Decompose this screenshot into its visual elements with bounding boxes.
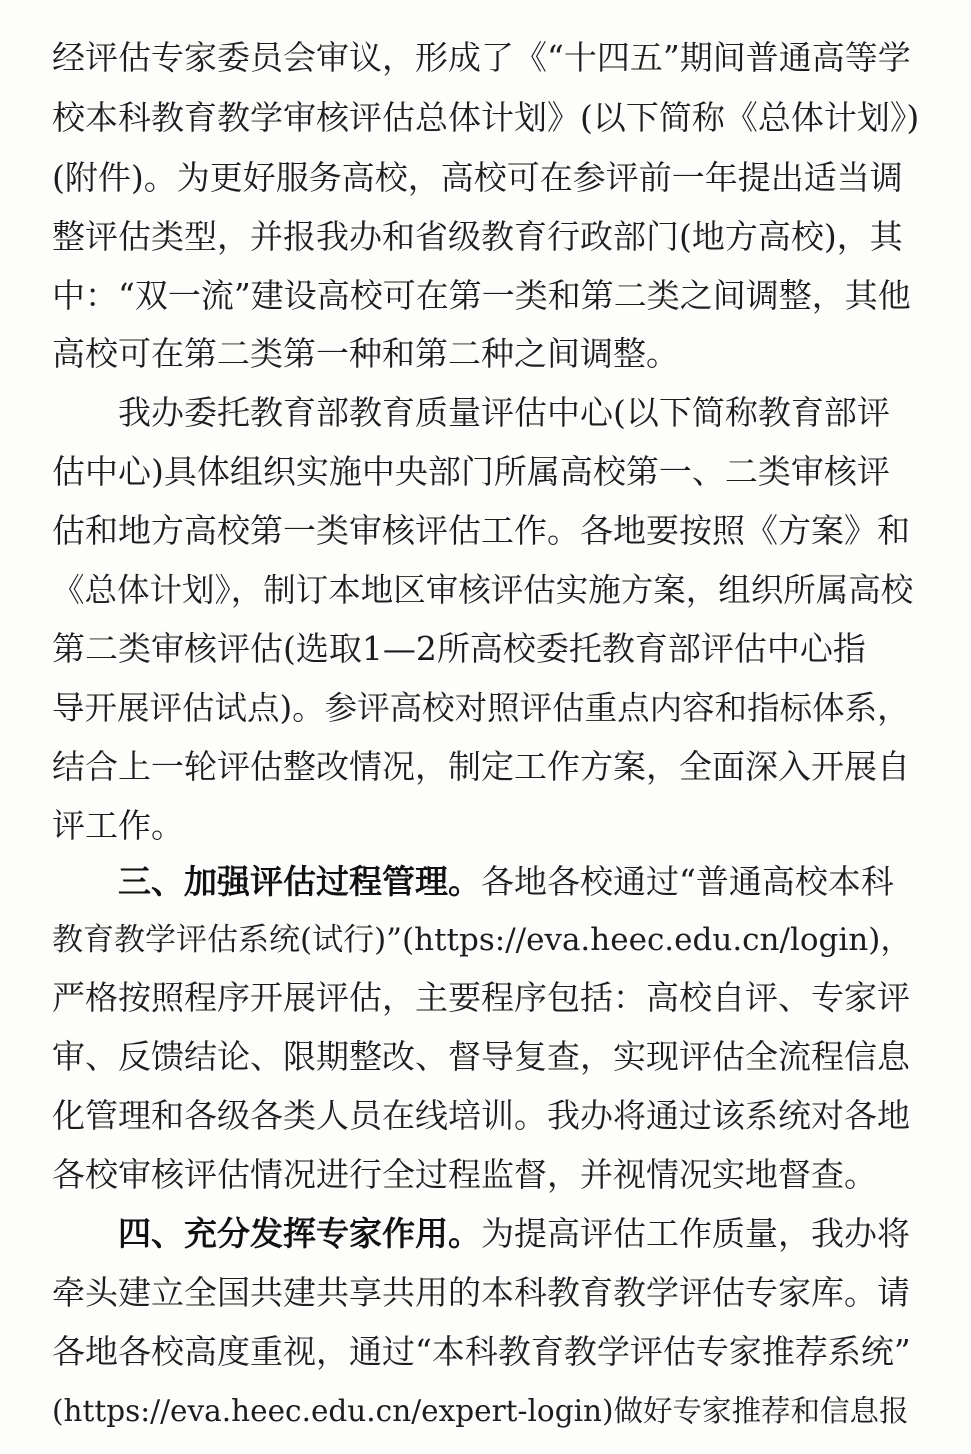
text-line: 导开展评估试点)。参评高校对照评估重点内容和指标体系， (52, 689, 910, 727)
section-4-text: 为提高评估工作质量，我办将 (481, 1214, 910, 1253)
text-line: 《总体计划》，制订本地区审核评估实施方案，组织所属高校 (52, 571, 914, 609)
section-4-first-line (118, 1208, 922, 1260)
text-line: (https://eva.heec.edu.cn/expert-login)做好专家推荐和信息报 (52, 1394, 909, 1428)
text-line: 校本科教育教学审核评估总体计划》(以下简称《总体计划》) (52, 98, 920, 137)
text-line: 中：“双一流”建设高校可在第一类和第二类之间调整，其他 (52, 276, 911, 315)
text-line: 严格按照程序开展评估，主要程序包括：高校自评、专家评 (52, 978, 910, 1017)
text-line: 估中心)具体组织实施中央部门所属高校第一、二类审核评 (52, 452, 890, 491)
text-line: 各校审核评估情况进行全过程监督，并视情况实地督查。 (52, 1155, 877, 1194)
text-line: 高校可在第二类第一种和第二种之间调整。 (52, 334, 679, 373)
section-3-first-line (118, 856, 922, 908)
text-line: 经评估专家委员会审议，形成了《“十四五”期间普通高等学 (52, 38, 911, 77)
text-line: 审、反馈结论、限期整改、督导复查，实现评估全流程信息 (52, 1037, 910, 1076)
text-line: 第二类审核评估(选取1—2所高校委托教育部评估中心指 (52, 629, 866, 668)
text-line: 牵头建立全国共建共享共用的本科教育教学评估专家库。请 (52, 1273, 910, 1312)
text-line: (附件)。为更好服务高校，高校可在参评前一年提出适当调 (52, 158, 903, 197)
text-line: 整评估类型，并报我办和省级教育行政部门(地方高校)，其 (52, 217, 903, 256)
text-line: 评工作。 (52, 806, 184, 845)
text-line: 教育教学评估系统(试行)”(https://eva.heec.edu.cn/login)， (52, 922, 912, 958)
text-line: 我办委托教育部教育质量评估中心(以下简称教育部评 (118, 393, 890, 432)
text-line: 化管理和各级各类人员在线培训。我办将通过该系统对各地 (52, 1096, 910, 1135)
section-4-heading: 四、充分发挥专家作用。 (118, 1214, 481, 1253)
section-3-text: 各地各校通过“普通高校本科 (481, 862, 894, 901)
text-line: 估和地方高校第一类审核评估工作。各地要按照《方案》和 (52, 511, 910, 550)
section-3-heading: 三、加强评估过程管理。 (118, 862, 481, 901)
text-line: 各地各校高度重视，通过“本科教育教学评估专家推荐系统” (52, 1332, 911, 1371)
text-line: 结合上一轮评估整改情况，制定工作方案，全面深入开展自 (52, 747, 910, 786)
